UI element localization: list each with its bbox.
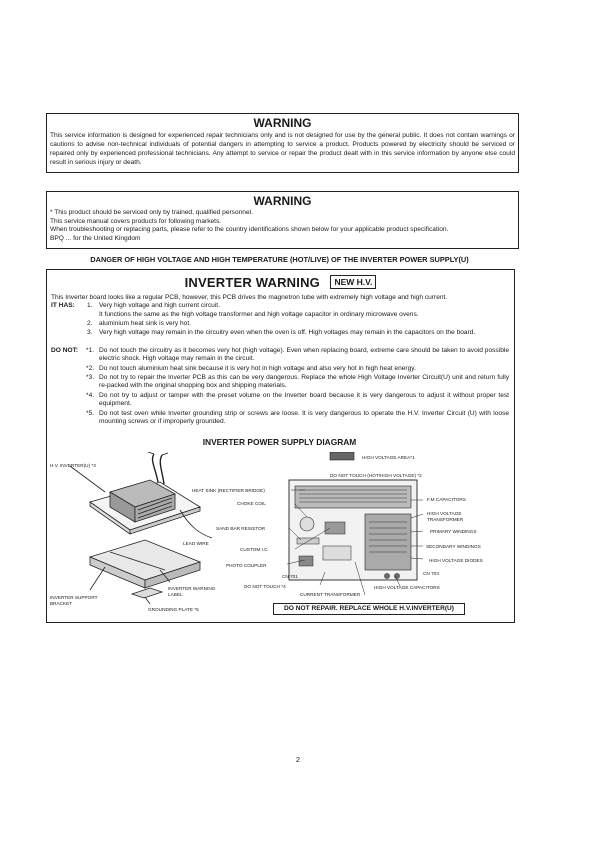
label-cn703: CN 703 bbox=[423, 571, 439, 576]
label-hv-transformer: TRANSFORMER bbox=[427, 517, 464, 522]
label-primary-windings: PRIMARY WINDINGS bbox=[430, 529, 477, 534]
label-warning-label: LABEL bbox=[168, 592, 183, 597]
label-hv-diodes: HIGH VOLTAGE DIODES bbox=[429, 558, 483, 563]
label-cn701: CN 701 bbox=[282, 574, 298, 579]
label-do-not-touch-4: DO NOT TOUCH *4 bbox=[244, 584, 286, 589]
inverter-title-row bbox=[47, 274, 514, 292]
label-support-bracket: INVERTER SUPPORT bbox=[50, 595, 98, 600]
label-photo-coupler: PHOTO COUPLER bbox=[226, 563, 267, 568]
warning-line: * This product should be serviced only by trained, qualified personnel. bbox=[50, 209, 253, 216]
item-number: *2. bbox=[86, 365, 95, 372]
inverter-intro: This Inverter board looks like a regular PCB, however, this PCB drives the magnetron tube with extremely high voltage and high current. bbox=[51, 294, 448, 301]
label-hv-transformer: HIGH VOLTAGE bbox=[427, 511, 462, 516]
label-heat-sink: HEAT SINK (RECTIFIER BRIDGE) bbox=[192, 488, 265, 493]
danger-heading: DANGER OF HIGH VOLTAGE AND HIGH TEMPERATURE (HOT/LIVE) OF THE INVERTER POWER SUPPLY(U) bbox=[90, 255, 469, 264]
item-number: *3. bbox=[86, 374, 95, 381]
it-has-label: IT HAS: bbox=[51, 302, 75, 309]
diagram-title: INVERTER POWER SUPPLY DIAGRAM bbox=[202, 437, 357, 447]
new-hv-badge: NEW H.V. bbox=[330, 275, 376, 289]
inverter-unit-illustration bbox=[50, 452, 250, 612]
item-number: 3. bbox=[87, 329, 93, 336]
warning-box-1 bbox=[46, 113, 519, 173]
label-warning-label: INVERTER WARNING bbox=[168, 586, 216, 591]
warning-box-2 bbox=[46, 191, 519, 249]
label-hv-area: HIGH VOLTAGE AREA*1 bbox=[362, 455, 415, 460]
label-do-not-touch-hot: DO NOT TOUCH (HOT/HIGH VOLTAGE) *2 bbox=[330, 473, 422, 478]
do-not-item: Do not try to adjust or tamper with the preset volume on the Inverter board because it is very dangerous to adjust it without proper test equipment. bbox=[99, 392, 509, 408]
label-secondary-windings: SECONDARY WINDINGS bbox=[426, 544, 481, 549]
label-custom-ic: CUSTOM I.C. bbox=[240, 547, 269, 552]
do-not-label: DO NOT: bbox=[51, 347, 79, 354]
label-support-bracket: BRACKET bbox=[50, 601, 73, 606]
label-fm-capacitors: F.M CAPACITORS bbox=[427, 497, 466, 502]
label-sand-bar: SAND BAR RESISTOR bbox=[216, 526, 266, 531]
label-choke-coil: CHOKE COIL bbox=[237, 501, 266, 506]
it-has-item: Very high voltage may remain in the circuitry even when the oven is off. High voltages may remain in the capacitors on the board. bbox=[99, 329, 476, 336]
item-number: *4. bbox=[86, 392, 95, 399]
label-hv-capacitors: HIGH VOLTAGE CAPACITORS bbox=[374, 585, 440, 590]
do-not-item: Do not touch the circuitry as it becomes very hot (high voltage). Even when replacing board, extreme care should be taken to avoid possible electric shock. High voltage may remain in the circuit. bbox=[99, 347, 509, 363]
warning-title-2: WARNING bbox=[253, 194, 312, 208]
it-has-item: It functions the same as the high voltage transformer and high voltage capacitor in ordinary microwave ovens. bbox=[99, 311, 419, 318]
warning-line: This service manual covers products for following markets. bbox=[50, 217, 222, 225]
label-grounding-plate: GROUNDING PLATE *5 bbox=[148, 607, 199, 612]
it-has-item: Very high voltage and high current circuit. bbox=[99, 302, 220, 309]
item-number: 1. bbox=[87, 302, 93, 309]
do-not-item: Do not try to repair the Inverter PCB as this can be very dangerous. Replace the whole High Voltage Inverter Circuit(U) unit and return fully re-packed with the original shopping box and shipping materials. bbox=[99, 374, 509, 390]
page-number: 2 bbox=[295, 755, 301, 764]
label-lead-wire: LEAD WIRE bbox=[183, 541, 209, 546]
do-not-repair-notice: DO NOT REPAIR. REPLACE WHOLE H.V.INVERTER(U) bbox=[273, 603, 465, 615]
inverter-warning-title: INVERTER WARNING bbox=[184, 275, 320, 290]
warning-line: When troubleshooting or replacing parts, please refer to the country identifications shown below for your applicable product specification. bbox=[50, 226, 449, 233]
it-has-item: aluminium heat sink is very hot. bbox=[99, 320, 191, 327]
do-not-item: Do not touch aluminium heat sink because it is very hot in high voltage and also very hot in high heat energy. bbox=[99, 365, 416, 372]
warning-line: BPQ ... for the United Kingdom bbox=[50, 234, 141, 242]
label-hv-inverter: H.V. INVERTER(U) *3 bbox=[50, 463, 96, 468]
warning-body-1: This service information is designed for experienced repair technicians only and is not designed for use by the general public. It does not contain warnings or cautions to advise non-technical individuals of potential dangers in attempting to service a product. Products powered by electricity should be serviced or repaired only by experienced professional technicians. Any attempt to service or repair the product dealt with in this service information by anyone else could result in serious injury or death. bbox=[50, 132, 515, 166]
item-number: 2. bbox=[87, 320, 93, 327]
label-current-transformer: CURRENT TRANSFORMER bbox=[300, 592, 361, 597]
item-number: *1. bbox=[86, 347, 95, 354]
item-number: *5. bbox=[86, 410, 95, 417]
warning-title-1: WARNING bbox=[253, 116, 312, 130]
do-not-item: Do not test oven while Inverter grounding strip or screws are loose. It is very dangerous to operate the H.V. Inverter Circuit (U) with loose mounting screws or if improperly grounded. bbox=[99, 410, 509, 426]
